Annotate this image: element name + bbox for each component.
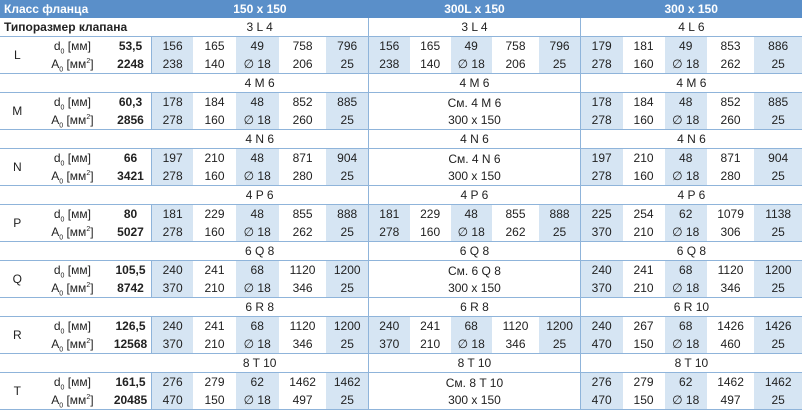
data-cell: 346 (492, 335, 540, 354)
valve-size-row (0, 130, 802, 149)
data-cell: 241 (420, 319, 441, 333)
data-cell: 855 (505, 207, 526, 221)
valve-size-cell: 4 N 6 (151, 130, 368, 149)
data-cell: 68 (665, 317, 707, 336)
data-cell: 260 (707, 111, 755, 130)
group-d0-row (0, 149, 802, 168)
col-300x150-header: 300 x 150 (580, 0, 802, 18)
data-cell: 1426 (717, 319, 744, 333)
param-d0-label: $d_0$ [мм] (53, 151, 91, 167)
param-a0-label: $A_0$ $[мм^2]$ (35, 335, 111, 354)
group-d0-row (0, 37, 802, 56)
data-cell: 346 (279, 279, 327, 298)
data-cell: 68 (665, 261, 707, 280)
valve-size-row (0, 186, 802, 205)
data-cell: 25 (539, 55, 580, 74)
data-cell: 165 (420, 39, 441, 53)
see-reference-line1: См. 4 N 6 (448, 152, 501, 166)
data-cell: 165 (204, 39, 225, 53)
class-letter: P (0, 205, 35, 242)
data-cell: 210 (623, 223, 665, 242)
group-a0-row (0, 223, 802, 242)
data-cell: 470 (151, 391, 193, 410)
data-cell: 140 (193, 55, 235, 74)
param-d0-label: $d_0$ [мм] (53, 263, 91, 279)
data-cell: 871 (720, 151, 741, 165)
valve-size-label (0, 74, 151, 93)
valve-size-row (0, 74, 802, 93)
d0-value: 161,5 (115, 375, 146, 389)
data-cell: 262 (279, 223, 327, 242)
data-cell: 210 (193, 279, 235, 298)
data-cell: 254 (633, 207, 654, 221)
data-cell: 904 (326, 149, 368, 168)
data-cell: 278 (369, 223, 410, 242)
data-cell: 370 (151, 335, 193, 354)
data-cell: 279 (633, 375, 654, 389)
data-cell: 25 (326, 167, 368, 186)
data-cell: 48 (236, 205, 279, 224)
see-reference-line2: 300 x 150 (448, 281, 501, 295)
data-cell: 1120 (289, 263, 316, 277)
group-d0-row (0, 261, 802, 280)
data-cell: 370 (369, 335, 410, 354)
param-a0-label: $A_0$ $[мм^2]$ (35, 167, 111, 186)
data-cell: 278 (580, 111, 622, 130)
param-a0-label: $A_0$ $[мм^2]$ (35, 223, 111, 242)
see-reference-cell (369, 149, 581, 186)
data-cell: 160 (623, 55, 665, 74)
data-cell: 241 (204, 319, 225, 333)
data-cell: 160 (193, 167, 235, 186)
data-cell: 853 (720, 39, 741, 53)
data-cell: 1426 (754, 317, 802, 336)
data-cell: 278 (580, 55, 622, 74)
data-cell: 25 (326, 223, 368, 242)
data-cell: 25 (326, 391, 368, 410)
data-cell: 25 (754, 391, 802, 410)
valve-size-cell: 6 R 10 (580, 298, 802, 317)
data-cell: 276 (580, 373, 622, 392)
data-cell: 1200 (539, 317, 580, 336)
data-cell: 160 (623, 167, 665, 186)
data-cell: 178 (580, 93, 622, 112)
d0-value: 66 (123, 151, 138, 165)
data-cell: 229 (204, 207, 225, 221)
group-d0-row (0, 373, 802, 392)
data-cell: 140 (410, 55, 451, 74)
valve-size-label: Типоразмер клапана (0, 18, 151, 37)
data-cell: 370 (580, 279, 622, 298)
valve-size-cell: 8 T 10 (369, 354, 581, 373)
data-cell: 758 (292, 39, 313, 53)
valve-size-cell: 6 R 8 (151, 298, 368, 317)
param-d0-label: $d_0$ [мм] (53, 39, 91, 55)
a0-value: 2248 (110, 55, 151, 74)
col-300Lx150-header: 300L x 150 (369, 0, 581, 18)
data-cell: ∅ 18 (236, 223, 279, 242)
class-letter: T (0, 373, 35, 410)
valve-size-label (0, 186, 151, 205)
see-reference-cell (369, 93, 581, 130)
data-cell: 160 (193, 111, 235, 130)
valve-size-cell: 3 L 4 (369, 18, 581, 37)
data-cell: 25 (754, 55, 802, 74)
valve-size-row (0, 242, 802, 261)
data-cell: 1120 (717, 263, 744, 277)
valve-size-row (0, 18, 802, 37)
data-cell: 871 (292, 151, 313, 165)
param-d0-label: $d_0$ [мм] (53, 375, 91, 391)
data-cell: ∅ 18 (451, 223, 492, 242)
data-cell: 150 (623, 335, 665, 354)
data-cell: 25 (539, 335, 580, 354)
data-cell: 62 (665, 373, 707, 392)
data-cell: ∅ 18 (236, 111, 279, 130)
data-cell: 225 (580, 205, 622, 224)
data-cell: 278 (151, 111, 193, 130)
data-cell: 240 (580, 261, 622, 280)
valve-size-cell: 6 Q 8 (369, 242, 581, 261)
class-letter: N (0, 149, 35, 186)
data-cell: 306 (707, 223, 755, 242)
see-reference-line1: См. 8 T 10 (445, 376, 504, 390)
a0-value: 8742 (110, 279, 151, 298)
valve-size-cell: 4 M 6 (369, 74, 581, 93)
data-cell: 885 (754, 93, 802, 112)
param-d0-label: $d_0$ [мм] (53, 95, 91, 111)
group-a0-row (0, 335, 802, 354)
data-cell: 460 (707, 335, 755, 354)
group-d0-row (0, 317, 802, 336)
data-cell: 25 (754, 167, 802, 186)
data-cell: 241 (633, 263, 654, 277)
data-cell: 1462 (289, 375, 316, 389)
data-cell: 68 (236, 261, 279, 280)
data-cell: 758 (505, 39, 526, 53)
class-letter: Q (0, 261, 35, 298)
valve-size-cell: 6 Q 8 (580, 242, 802, 261)
data-cell: 1462 (717, 375, 744, 389)
data-cell: 25 (754, 111, 802, 130)
data-cell: 184 (204, 95, 225, 109)
data-cell: 181 (369, 205, 410, 224)
data-cell: 280 (279, 167, 327, 186)
data-cell: 267 (633, 319, 654, 333)
param-a0-label: $A_0$ $[мм^2]$ (35, 279, 111, 298)
data-cell: 1462 (754, 373, 802, 392)
see-reference-line2: 300 x 150 (448, 169, 501, 183)
data-cell: 1120 (502, 319, 529, 333)
data-cell: ∅ 18 (236, 279, 279, 298)
data-cell: 210 (633, 151, 654, 165)
data-cell: 210 (193, 335, 235, 354)
data-cell: 1138 (754, 205, 802, 224)
group-d0-row (0, 205, 802, 224)
data-cell: 179 (580, 37, 622, 56)
data-cell: 25 (754, 223, 802, 242)
data-cell: 1120 (289, 319, 316, 333)
class-letter: R (0, 317, 35, 354)
data-cell: 210 (410, 335, 451, 354)
class-letter: M (0, 93, 35, 130)
data-cell: ∅ 18 (665, 111, 707, 130)
data-cell: 181 (633, 39, 654, 53)
data-cell: ∅ 18 (451, 335, 492, 354)
valve-size-row (0, 354, 802, 373)
data-cell: ∅ 18 (665, 167, 707, 186)
data-cell: 25 (754, 335, 802, 354)
valve-size-cell: 4 M 6 (151, 74, 368, 93)
data-cell: 68 (451, 317, 492, 336)
data-cell: 852 (292, 95, 313, 109)
data-cell: 240 (369, 317, 410, 336)
a0-value: 5027 (110, 223, 151, 242)
valve-size-label (0, 242, 151, 261)
valve-size-cell: 4 L 6 (580, 18, 802, 37)
valve-size-cell: 6 Q 8 (151, 242, 368, 261)
d0-value: 53,5 (118, 39, 143, 53)
data-cell: 160 (410, 223, 451, 242)
valve-size-cell: 8 T 10 (580, 354, 802, 373)
col-150x150-header: 150 x 150 (151, 0, 368, 18)
data-cell: 210 (623, 279, 665, 298)
flange-class-header: Класс фланца (0, 0, 151, 18)
data-cell: ∅ 18 (236, 55, 279, 74)
valve-size-cell: 4 M 6 (580, 74, 802, 93)
data-cell: 25 (326, 279, 368, 298)
data-cell: 181 (151, 205, 193, 224)
group-a0-row (0, 55, 802, 74)
see-reference-line2: 300 x 150 (448, 393, 501, 407)
valve-size-cell: 4 P 6 (580, 186, 802, 205)
data-cell: 49 (236, 37, 279, 56)
d0-value: 105,5 (115, 263, 146, 277)
table-body (0, 18, 802, 410)
data-cell: 886 (754, 37, 802, 56)
data-cell: ∅ 18 (665, 55, 707, 74)
data-cell: 49 (665, 37, 707, 56)
data-cell: 25 (326, 55, 368, 74)
param-d0-label: $d_0$ [мм] (53, 207, 91, 223)
valve-size-cell: 8 T 10 (151, 354, 368, 373)
data-cell: 370 (580, 223, 622, 242)
see-reference-cell (369, 373, 581, 410)
see-reference-line1: См. 4 M 6 (447, 96, 502, 110)
data-cell: 48 (665, 93, 707, 112)
data-cell: ∅ 18 (665, 335, 707, 354)
data-cell: 229 (420, 207, 441, 221)
see-reference-line1: См. 6 Q 8 (447, 264, 501, 278)
see-reference-cell (369, 261, 581, 298)
param-d0-label: $d_0$ [мм] (53, 319, 91, 335)
valve-size-cell: 4 P 6 (369, 186, 581, 205)
data-cell: 278 (151, 167, 193, 186)
data-cell: 62 (665, 205, 707, 224)
data-cell: 178 (151, 93, 193, 112)
data-cell: 48 (236, 93, 279, 112)
data-cell: 262 (492, 223, 540, 242)
data-cell: 68 (236, 317, 279, 336)
data-cell: 240 (151, 261, 193, 280)
data-cell: 796 (326, 37, 368, 56)
data-cell: 1200 (754, 261, 802, 280)
data-cell: 25 (539, 223, 580, 242)
a0-value: 3421 (110, 167, 151, 186)
data-cell: 1462 (326, 373, 368, 392)
valve-size-row (0, 298, 802, 317)
data-cell: 497 (707, 391, 755, 410)
data-cell: 888 (326, 205, 368, 224)
data-cell: 25 (326, 335, 368, 354)
data-cell: ∅ 18 (665, 391, 707, 410)
group-d0-row (0, 93, 802, 112)
data-cell: 48 (451, 205, 492, 224)
data-cell: 160 (193, 223, 235, 242)
data-cell: 346 (279, 335, 327, 354)
data-cell: 240 (580, 317, 622, 336)
data-cell: 156 (151, 37, 193, 56)
valve-size-cell: 4 N 6 (580, 130, 802, 149)
data-cell: 346 (707, 279, 755, 298)
data-cell: 470 (580, 335, 622, 354)
class-letter: L (0, 37, 35, 74)
see-reference-line2: 300 x 150 (448, 113, 501, 127)
data-cell: 1079 (717, 207, 744, 221)
valve-size-cell: 3 L 4 (151, 18, 368, 37)
data-cell: 62 (236, 373, 279, 392)
data-cell: ∅ 18 (665, 279, 707, 298)
data-cell: 280 (707, 167, 755, 186)
data-cell: 238 (151, 55, 193, 74)
data-cell: 278 (151, 223, 193, 242)
data-cell: 470 (580, 391, 622, 410)
data-cell: 262 (707, 55, 755, 74)
header-row (0, 0, 802, 18)
a0-value: 20485 (110, 391, 151, 410)
data-cell: 278 (580, 167, 622, 186)
valve-size-label (0, 354, 151, 373)
data-cell: 184 (633, 95, 654, 109)
valve-size-cell: 6 R 8 (369, 298, 581, 317)
data-cell: 206 (492, 55, 540, 74)
data-cell: 370 (151, 279, 193, 298)
a0-value: 2856 (110, 111, 151, 130)
param-a0-label: $A_0$ $[мм^2]$ (35, 55, 111, 74)
data-cell: 888 (539, 205, 580, 224)
data-cell: 855 (292, 207, 313, 221)
data-cell: ∅ 18 (236, 335, 279, 354)
d0-value: 80 (123, 207, 138, 221)
data-cell: 260 (279, 111, 327, 130)
data-cell: 1200 (326, 317, 368, 336)
data-cell: 885 (326, 93, 368, 112)
data-cell: ∅ 18 (665, 223, 707, 242)
data-cell: 497 (279, 391, 327, 410)
data-cell: 48 (236, 149, 279, 168)
data-cell: ∅ 18 (236, 391, 279, 410)
a0-value: 12568 (110, 335, 151, 354)
data-cell: 241 (204, 263, 225, 277)
data-cell: 240 (151, 317, 193, 336)
data-cell: 852 (720, 95, 741, 109)
data-cell: 48 (665, 149, 707, 168)
valve-size-cell: 4 P 6 (151, 186, 368, 205)
data-cell: 150 (193, 391, 235, 410)
param-a0-label: $A_0$ $[мм^2]$ (35, 391, 111, 410)
data-cell: 49 (451, 37, 492, 56)
valve-size-label (0, 298, 151, 317)
data-cell: 25 (754, 279, 802, 298)
data-cell: 796 (539, 37, 580, 56)
data-cell: 197 (151, 149, 193, 168)
data-cell: 276 (151, 373, 193, 392)
d0-value: 60,3 (118, 95, 143, 109)
data-cell: 150 (623, 391, 665, 410)
param-a0-label: $A_0$ $[мм^2]$ (35, 111, 111, 130)
data-cell: 904 (754, 149, 802, 168)
data-cell: 25 (326, 111, 368, 130)
valve-size-cell: 4 N 6 (369, 130, 581, 149)
data-cell: 156 (369, 37, 410, 56)
data-cell: 160 (623, 111, 665, 130)
valve-size-label (0, 130, 151, 149)
data-cell: ∅ 18 (451, 55, 492, 74)
data-cell: 279 (204, 375, 225, 389)
data-cell: 1200 (326, 261, 368, 280)
data-cell: 206 (279, 55, 327, 74)
d0-value: 126,5 (115, 319, 146, 333)
data-cell: 210 (204, 151, 225, 165)
data-cell: ∅ 18 (236, 167, 279, 186)
data-cell: 197 (580, 149, 622, 168)
data-cell: 238 (369, 55, 410, 74)
